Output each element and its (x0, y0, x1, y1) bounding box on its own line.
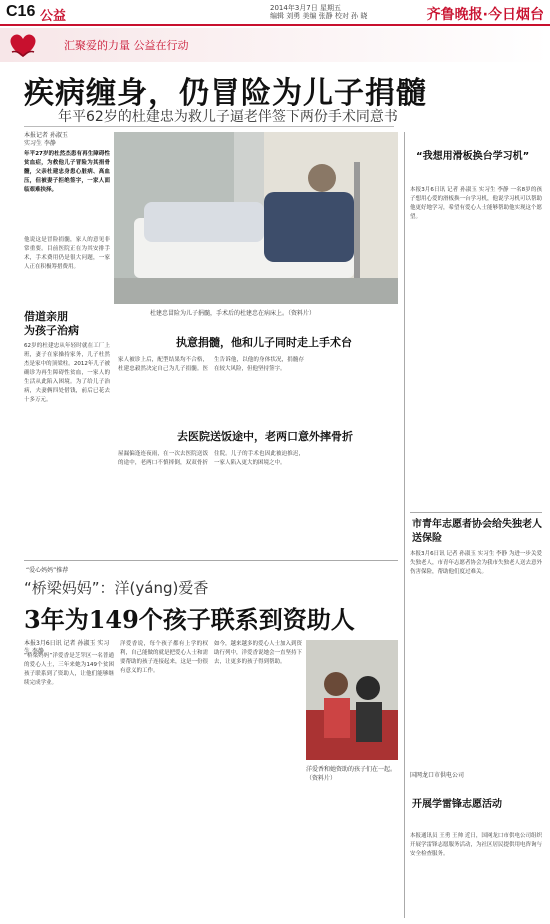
right-text-2: 本报3月6日讯 记者 孙淑玉 实习生 李静 为进一步关爱失独老人，市青年志愿者协会为我市失独老人送去意外伤害保险，帮助他们度过难关。 (410, 551, 542, 575)
main-subhead: 年平62岁的杜建忠为救儿子逼老伴签下两份手术同意书 (58, 109, 398, 125)
right-title-2: 市青年志愿者协会给失独老人送保险 (412, 519, 542, 544)
issue-meta: 2014年3月7日 星期五 编辑 刘勇 美编 张静 校对 孙 晓 (270, 4, 368, 20)
right-text-1: 本报3月6日讯 记者 孙淑玉 实习生 李静 一名8岁的孩子想用心爱的滑板换一台学习机，他说学习机可以帮助他更好地学习，希望有爱心人士能够帮助他实现这个愿望。 (410, 187, 542, 220)
section-title: 公益 (40, 9, 67, 24)
column-rule (404, 132, 405, 918)
divider (24, 126, 394, 127)
right-text-3: 本报通讯员 王勇 王帅 近日，国网龙口市供电公司组织开展学雷锋志愿服务活动，为社区居民提供用电咨询与安全检查服务。 (410, 833, 542, 857)
main-col1b-text: 62岁的杜建忠从年轻时就在工厂上班，妻子在家操持家务，儿子杜然杰是家中的顶梁柱。2012年儿子被确诊为再生障碍性贫血，一家人的生活从此陷入困境。为了给儿子治病，夫妻俩四处借钱，前后已花去十多万元。 (24, 343, 110, 403)
right-title-3: 开展学雷锋志愿活动 (412, 799, 502, 810)
main-col1-text: 他说这是冒险捐髓，家人的意见非常重要。目前医院正在为其安排手术，手术费用仍是很大问题，一家人正在积极筹措费用。 (24, 237, 110, 270)
subtitle-borrow: 借道亲朋 为孩子治病 (24, 310, 79, 337)
main-lead: 年平27岁的杜然杰患有再生障碍性贫血症，为救他儿子冒险为其捐骨髓，父亲杜建忠身患心脏病、高血压，但被妻子拒绝签字，一家人面临艰难抉择。 (24, 151, 110, 193)
main-photo (114, 132, 398, 304)
lower-photo-caption: 洋爱香和她资助的孩子们在一起。（资料片） (306, 766, 397, 782)
masthead (0, 0, 550, 26)
mid2-text: 屋漏偏逢连夜雨，在一次去医院送饭的途中，老两口不慎摔倒，双双骨折住院。儿子的手术也因此被迫推迟，一家人陷入更大的困境之中。 (118, 451, 304, 466)
charity-banner (0, 28, 550, 62)
lower-tag: “爱心妈妈”推荐 (26, 567, 69, 574)
main-photo-caption: 杜建忠冒险为儿子捐髓，手术后的杜建忠在病床上。（资料片） (150, 310, 316, 317)
lower-kicker: “桥梁妈妈”：洋(yáng)爱香 (24, 579, 209, 597)
right-tag-3: 国网龙口市供电公司 (410, 772, 465, 779)
lower-photo (306, 640, 398, 760)
banner-slogan: 汇聚爱的力量 公益在行动 (64, 39, 189, 52)
main-headline: 疾病缠身，仍冒险为儿子捐髓 (24, 76, 427, 111)
right-title-1: “我想用滑板换台学习机” (416, 151, 530, 162)
lower-text-2: 洋爱香说，每个孩子都有上学的权利，自己能做的就是把爱心人士和需要帮助的孩子连接起来，这是一份很有意义的工作。 (120, 641, 208, 674)
lower-text-1: “桥梁妈妈”洋爱香是芝罘区一名普通的爱心人士，三年来她为149个贫困孩子联系到了资助人，让他们能够继续完成学业。 (24, 653, 114, 686)
subtitle-donation: 执意捐髓，他和儿子同时走上手术台 (176, 336, 352, 349)
divider (410, 512, 542, 513)
lower-byline: 本报3月6日讯 记者 孙淑玉 实习生 李静 (24, 640, 110, 655)
main-byline: 本报记者 孙淑玉 实习生 李静 (24, 132, 68, 147)
lower-headline: 3年为149个孩子联系到资助人 (24, 605, 355, 634)
page-number: C16 (6, 3, 36, 20)
lower-text-3: 如今，越来越多的爱心人士加入到资助行列中，洋爱香说她会一直坚持下去，让更多的孩子得到帮助。 (214, 641, 302, 665)
subtitle-fracture: 去医院送饭途中，老两口意外摔骨折 (177, 430, 353, 443)
heart-hands-icon (6, 30, 40, 60)
newspaper-brand: 齐鲁晚报·今日烟台 (426, 7, 544, 23)
divider (24, 560, 398, 561)
blanket-icon (264, 192, 354, 262)
mid-text: 家人被诊上后，配型结果均不合格，杜建忠毅然决定自己为儿子捐髓。医生告诉他，以他的身体状况，捐髓存在较大风险，但他坚持签字。 (118, 357, 304, 372)
